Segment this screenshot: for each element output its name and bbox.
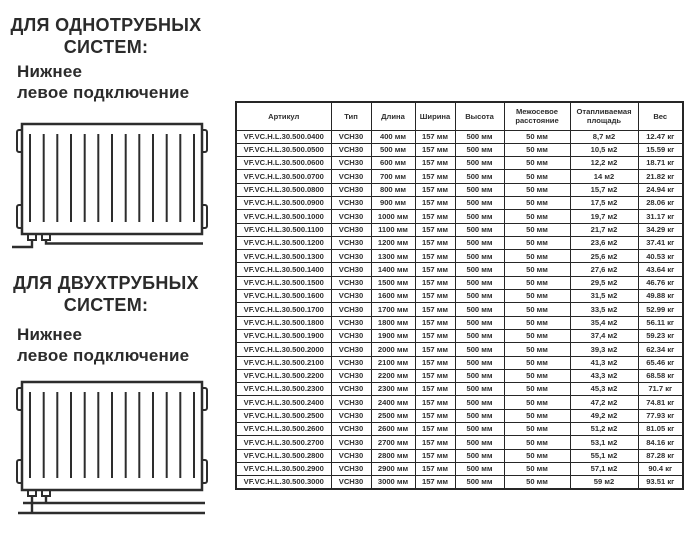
table-cell: 40.53 кг <box>638 250 683 263</box>
table-cell: 500 мм <box>455 303 504 316</box>
table-cell: VF.VC.H.L.30.500.2600 <box>236 423 331 436</box>
column-header: Высота <box>455 102 504 130</box>
table-cell: VF.VC.H.L.30.500.0600 <box>236 157 331 170</box>
table-cell: 41,3 м2 <box>570 356 638 369</box>
table-cell: 500 мм <box>455 157 504 170</box>
table-cell: 157 мм <box>415 223 455 236</box>
table-cell: 50 мм <box>504 236 570 249</box>
table-cell: 50 мм <box>504 383 570 396</box>
table-row <box>236 462 683 475</box>
column-header: Вес <box>638 102 683 130</box>
table-cell: 1700 мм <box>371 303 415 316</box>
table-cell: 500 мм <box>455 223 504 236</box>
table-cell: VCH30 <box>331 369 371 382</box>
table-cell: 500 мм <box>455 396 504 409</box>
table-cell: 157 мм <box>415 383 455 396</box>
table-cell: 157 мм <box>415 436 455 449</box>
table-cell: 87.28 кг <box>638 449 683 462</box>
table-cell: 71.7 кг <box>638 383 683 396</box>
table-cell: 50 мм <box>504 396 570 409</box>
table-cell: VCH30 <box>331 236 371 249</box>
table-cell: VF.VC.H.L.30.500.0800 <box>236 183 331 196</box>
table-cell: 50 мм <box>504 423 570 436</box>
table-cell: 62.34 кг <box>638 343 683 356</box>
table-cell: 84.16 кг <box>638 436 683 449</box>
table-cell: 500 мм <box>455 329 504 342</box>
table-cell: 50 мм <box>504 316 570 329</box>
table-cell: 500 мм <box>455 436 504 449</box>
table-cell: 500 мм <box>455 423 504 436</box>
table-cell: VF.VC.H.L.30.500.2900 <box>236 462 331 475</box>
table-cell: 29,5 м2 <box>570 276 638 289</box>
table-cell: 90.4 кг <box>638 462 683 475</box>
subheading-line: левое подключение <box>17 346 190 365</box>
column-header: Длина <box>371 102 415 130</box>
table-cell: 50 мм <box>504 290 570 303</box>
table-cell: 400 мм <box>371 130 415 143</box>
table-row <box>236 143 683 156</box>
table-cell: 500 мм <box>455 356 504 369</box>
table-cell: VF.VC.H.L.30.500.0900 <box>236 196 331 209</box>
table-cell: 25,6 м2 <box>570 250 638 263</box>
table-cell: VF.VC.H.L.30.500.0700 <box>236 170 331 183</box>
table-row <box>236 343 683 356</box>
table-cell: VCH30 <box>331 476 371 489</box>
table-cell: VCH30 <box>331 423 371 436</box>
spec-table-body <box>236 130 683 489</box>
table-cell: 18.71 кг <box>638 157 683 170</box>
table-row <box>236 196 683 209</box>
table-cell: VF.VC.H.L.30.500.2200 <box>236 369 331 382</box>
table-cell: 1800 мм <box>371 316 415 329</box>
heading-line: СИСТЕМ: <box>63 36 149 57</box>
table-row <box>236 263 683 276</box>
table-row <box>236 250 683 263</box>
single-pipe-radiator-diagram <box>10 114 210 256</box>
table-cell: 8,7 м2 <box>570 130 638 143</box>
table-cell: 157 мм <box>415 276 455 289</box>
table-cell: 50 мм <box>504 343 570 356</box>
table-cell: 157 мм <box>415 396 455 409</box>
table-cell: 45,3 м2 <box>570 383 638 396</box>
table-cell: 37,4 м2 <box>570 329 638 342</box>
table-row <box>236 316 683 329</box>
table-cell: 1200 мм <box>371 236 415 249</box>
table-cell: VCH30 <box>331 409 371 422</box>
column-header: Межосевое расстояние <box>504 102 570 130</box>
subheading-line: левое подключение <box>17 83 190 102</box>
table-cell: 500 мм <box>455 196 504 209</box>
table-cell: 50 мм <box>504 196 570 209</box>
table-cell: 51,2 м2 <box>570 423 638 436</box>
table-row <box>236 409 683 422</box>
table-cell: VCH30 <box>331 210 371 223</box>
table-cell: 157 мм <box>415 329 455 342</box>
table-cell: VCH30 <box>331 343 371 356</box>
table-cell: 500 мм <box>455 316 504 329</box>
table-cell: 157 мм <box>415 290 455 303</box>
table-cell: 500 мм <box>455 276 504 289</box>
table-cell: VCH30 <box>331 356 371 369</box>
table-cell: 31,5 м2 <box>570 290 638 303</box>
column-header: Отапливаемая площадь <box>570 102 638 130</box>
table-cell: 157 мм <box>415 170 455 183</box>
table-cell: 157 мм <box>415 369 455 382</box>
table-cell: 500 мм <box>455 236 504 249</box>
table-cell: 157 мм <box>415 263 455 276</box>
table-cell: 35,4 м2 <box>570 316 638 329</box>
table-cell: 157 мм <box>415 343 455 356</box>
single-pipe-line <box>12 240 203 247</box>
table-cell: 55,1 м2 <box>570 449 638 462</box>
table-cell: 500 мм <box>455 476 504 489</box>
table-cell: 1600 мм <box>371 290 415 303</box>
table-row <box>236 157 683 170</box>
table-cell: 500 мм <box>455 210 504 223</box>
table-cell: 43.64 кг <box>638 263 683 276</box>
table-cell: 1900 мм <box>371 329 415 342</box>
table-cell: 500 мм <box>455 183 504 196</box>
table-cell: VF.VC.H.L.30.500.2700 <box>236 436 331 449</box>
table-row <box>236 183 683 196</box>
table-cell: 500 мм <box>455 462 504 475</box>
table-cell: 21,7 м2 <box>570 223 638 236</box>
table-cell: 500 мм <box>455 343 504 356</box>
table-cell: VF.VC.H.L.30.500.1700 <box>236 303 331 316</box>
subheading-single-pipe <box>17 61 189 103</box>
table-cell: 12.47 кг <box>638 130 683 143</box>
table-cell: 2100 мм <box>371 356 415 369</box>
table-cell: 500 мм <box>455 449 504 462</box>
table-cell: 1300 мм <box>371 250 415 263</box>
table-cell: VCH30 <box>331 383 371 396</box>
table-cell: 157 мм <box>415 303 455 316</box>
table-cell: 49.88 кг <box>638 290 683 303</box>
table-cell: 157 мм <box>415 476 455 489</box>
table-cell: 74.81 кг <box>638 396 683 409</box>
table-cell: 50 мм <box>504 223 570 236</box>
table-cell: 2000 мм <box>371 343 415 356</box>
table-cell: 500 мм <box>455 369 504 382</box>
table-cell: 49,2 м2 <box>570 409 638 422</box>
table-cell: VCH30 <box>331 157 371 170</box>
table-cell: VF.VC.H.L.30.500.3000 <box>236 476 331 489</box>
two-pipe-lines <box>18 496 205 513</box>
table-cell: VCH30 <box>331 436 371 449</box>
table-cell: 157 мм <box>415 449 455 462</box>
table-cell: 77.93 кг <box>638 409 683 422</box>
heading-line: ДЛЯ ДВУХТРУБНЫХ <box>13 273 199 293</box>
table-cell: VF.VC.H.L.30.500.1900 <box>236 329 331 342</box>
table-cell: 50 мм <box>504 462 570 475</box>
table-cell: 50 мм <box>504 476 570 489</box>
table-cell: VF.VC.H.L.30.500.1000 <box>236 210 331 223</box>
table-cell: VCH30 <box>331 316 371 329</box>
table-row <box>236 223 683 236</box>
table-row <box>236 276 683 289</box>
table-cell: VF.VC.H.L.30.500.2000 <box>236 343 331 356</box>
table-cell: 23,6 м2 <box>570 236 638 249</box>
column-header: Тип <box>331 102 371 130</box>
table-cell: 15.59 кг <box>638 143 683 156</box>
table-cell: 500 мм <box>455 170 504 183</box>
table-cell: 50 мм <box>504 436 570 449</box>
table-cell: 500 мм <box>455 263 504 276</box>
table-cell: 157 мм <box>415 183 455 196</box>
table-cell: 27,6 м2 <box>570 263 638 276</box>
table-cell: VCH30 <box>331 263 371 276</box>
table-cell: VF.VC.H.L.30.500.2800 <box>236 449 331 462</box>
table-cell: 600 мм <box>371 157 415 170</box>
table-cell: VCH30 <box>331 130 371 143</box>
table-cell: 500 мм <box>371 143 415 156</box>
table-row <box>236 436 683 449</box>
table-cell: 50 мм <box>504 263 570 276</box>
table-cell: 68.58 кг <box>638 369 683 382</box>
section-heading-two-pipe <box>0 273 212 316</box>
table-cell: 15,7 м2 <box>570 183 638 196</box>
section-heading-single-pipe <box>0 15 212 58</box>
table-cell: 39,3 м2 <box>570 343 638 356</box>
table-cell: 2200 мм <box>371 369 415 382</box>
table-cell: 2300 мм <box>371 383 415 396</box>
table-cell: 56.11 кг <box>638 316 683 329</box>
table-cell: 157 мм <box>415 250 455 263</box>
table-cell: VF.VC.H.L.30.500.1400 <box>236 263 331 276</box>
table-cell: 500 мм <box>455 409 504 422</box>
table-cell: 50 мм <box>504 369 570 382</box>
table-cell: VF.VC.H.L.30.500.2300 <box>236 383 331 396</box>
table-cell: 1100 мм <box>371 223 415 236</box>
subheading-two-pipe <box>17 324 189 366</box>
table-row <box>236 476 683 489</box>
table-cell: VF.VC.H.L.30.500.1100 <box>236 223 331 236</box>
table-cell: 1500 мм <box>371 276 415 289</box>
table-row <box>236 210 683 223</box>
spec-table <box>235 101 684 490</box>
table-cell: VF.VC.H.L.30.500.2500 <box>236 409 331 422</box>
table-cell: 50 мм <box>504 143 570 156</box>
table-cell: VCH30 <box>331 303 371 316</box>
table-cell: VF.VC.H.L.30.500.0500 <box>236 143 331 156</box>
table-cell: 34.29 кг <box>638 223 683 236</box>
subheading-line: Нижнее <box>17 62 83 81</box>
heading-line: ДЛЯ ОДНОТРУБНЫХ <box>10 15 202 35</box>
table-cell: VF.VC.H.L.30.500.0400 <box>236 130 331 143</box>
table-cell: 157 мм <box>415 409 455 422</box>
table-cell: 1400 мм <box>371 263 415 276</box>
table-cell: 50 мм <box>504 356 570 369</box>
table-cell: 93.51 кг <box>638 476 683 489</box>
table-cell: 157 мм <box>415 157 455 170</box>
table-cell: 900 мм <box>371 196 415 209</box>
table-cell: 46.76 кг <box>638 276 683 289</box>
table-cell: 10,5 м2 <box>570 143 638 156</box>
table-cell: 700 мм <box>371 170 415 183</box>
table-cell: 157 мм <box>415 236 455 249</box>
table-cell: 50 мм <box>504 210 570 223</box>
table-row <box>236 130 683 143</box>
subheading-line: Нижнее <box>17 325 83 344</box>
table-cell: 24.94 кг <box>638 183 683 196</box>
spec-table-header-row <box>236 102 683 130</box>
table-cell: 57,1 м2 <box>570 462 638 475</box>
table-cell: 47,2 м2 <box>570 396 638 409</box>
table-cell: VCH30 <box>331 223 371 236</box>
table-cell: 1000 мм <box>371 210 415 223</box>
table-cell: 50 мм <box>504 409 570 422</box>
table-cell: 800 мм <box>371 183 415 196</box>
table-cell: 37.41 кг <box>638 236 683 249</box>
two-pipe-radiator-diagram <box>10 378 210 518</box>
table-cell: 2500 мм <box>371 409 415 422</box>
table-cell: 50 мм <box>504 329 570 342</box>
table-cell: VCH30 <box>331 143 371 156</box>
table-cell: 500 мм <box>455 130 504 143</box>
table-cell: VCH30 <box>331 170 371 183</box>
table-cell: 50 мм <box>504 183 570 196</box>
table-cell: VCH30 <box>331 183 371 196</box>
table-row <box>236 303 683 316</box>
table-cell: 500 мм <box>455 290 504 303</box>
column-header: Ширина <box>415 102 455 130</box>
table-cell: VCH30 <box>331 250 371 263</box>
table-cell: 59.23 кг <box>638 329 683 342</box>
table-cell: VCH30 <box>331 462 371 475</box>
table-row <box>236 449 683 462</box>
table-cell: 50 мм <box>504 276 570 289</box>
table-cell: 81.05 кг <box>638 423 683 436</box>
table-cell: 157 мм <box>415 462 455 475</box>
table-cell: 157 мм <box>415 196 455 209</box>
table-cell: VF.VC.H.L.30.500.1600 <box>236 290 331 303</box>
table-cell: 52.99 кг <box>638 303 683 316</box>
table-cell: 50 мм <box>504 250 570 263</box>
table-row <box>236 290 683 303</box>
table-cell: 500 мм <box>455 143 504 156</box>
table-cell: 28.06 кг <box>638 196 683 209</box>
table-cell: 14 м2 <box>570 170 638 183</box>
table-cell: VCH30 <box>331 276 371 289</box>
table-cell: 2600 мм <box>371 423 415 436</box>
table-cell: VCH30 <box>331 290 371 303</box>
table-cell: 50 мм <box>504 303 570 316</box>
table-cell: 500 мм <box>455 383 504 396</box>
table-cell: 19,7 м2 <box>570 210 638 223</box>
table-cell: 500 мм <box>455 250 504 263</box>
table-cell: 157 мм <box>415 356 455 369</box>
table-row <box>236 369 683 382</box>
table-cell: 2900 мм <box>371 462 415 475</box>
table-cell: 2400 мм <box>371 396 415 409</box>
table-cell: VF.VC.H.L.30.500.1300 <box>236 250 331 263</box>
heading-line: СИСТЕМ: <box>63 294 149 315</box>
table-cell: 157 мм <box>415 316 455 329</box>
table-row <box>236 329 683 342</box>
table-cell: 50 мм <box>504 130 570 143</box>
table-cell: 50 мм <box>504 157 570 170</box>
table-cell: 43,3 м2 <box>570 369 638 382</box>
table-row <box>236 236 683 249</box>
table-cell: VCH30 <box>331 196 371 209</box>
table-cell: 157 мм <box>415 423 455 436</box>
table-cell: VF.VC.H.L.30.500.2400 <box>236 396 331 409</box>
table-cell: 157 мм <box>415 143 455 156</box>
table-row <box>236 396 683 409</box>
column-header: Артикул <box>236 102 331 130</box>
table-cell: VCH30 <box>331 396 371 409</box>
table-cell: 21.82 кг <box>638 170 683 183</box>
table-cell: 2700 мм <box>371 436 415 449</box>
table-cell: 17,5 м2 <box>570 196 638 209</box>
table-cell: 50 мм <box>504 449 570 462</box>
table-row <box>236 356 683 369</box>
table-cell: VF.VC.H.L.30.500.1200 <box>236 236 331 249</box>
table-row <box>236 423 683 436</box>
table-cell: VF.VC.H.L.30.500.1500 <box>236 276 331 289</box>
table-cell: 50 мм <box>504 170 570 183</box>
table-cell: 12,2 м2 <box>570 157 638 170</box>
table-cell: 65.46 кг <box>638 356 683 369</box>
table-row <box>236 383 683 396</box>
table-cell: 157 мм <box>415 130 455 143</box>
table-cell: VCH30 <box>331 329 371 342</box>
table-cell: 53,1 м2 <box>570 436 638 449</box>
table-cell: 3000 мм <box>371 476 415 489</box>
table-cell: 59 м2 <box>570 476 638 489</box>
table-cell: 2800 мм <box>371 449 415 462</box>
table-cell: 31.17 кг <box>638 210 683 223</box>
table-cell: 157 мм <box>415 210 455 223</box>
table-cell: VF.VC.H.L.30.500.2100 <box>236 356 331 369</box>
table-row <box>236 170 683 183</box>
table-cell: VF.VC.H.L.30.500.1800 <box>236 316 331 329</box>
table-cell: VCH30 <box>331 449 371 462</box>
table-cell: 33,5 м2 <box>570 303 638 316</box>
